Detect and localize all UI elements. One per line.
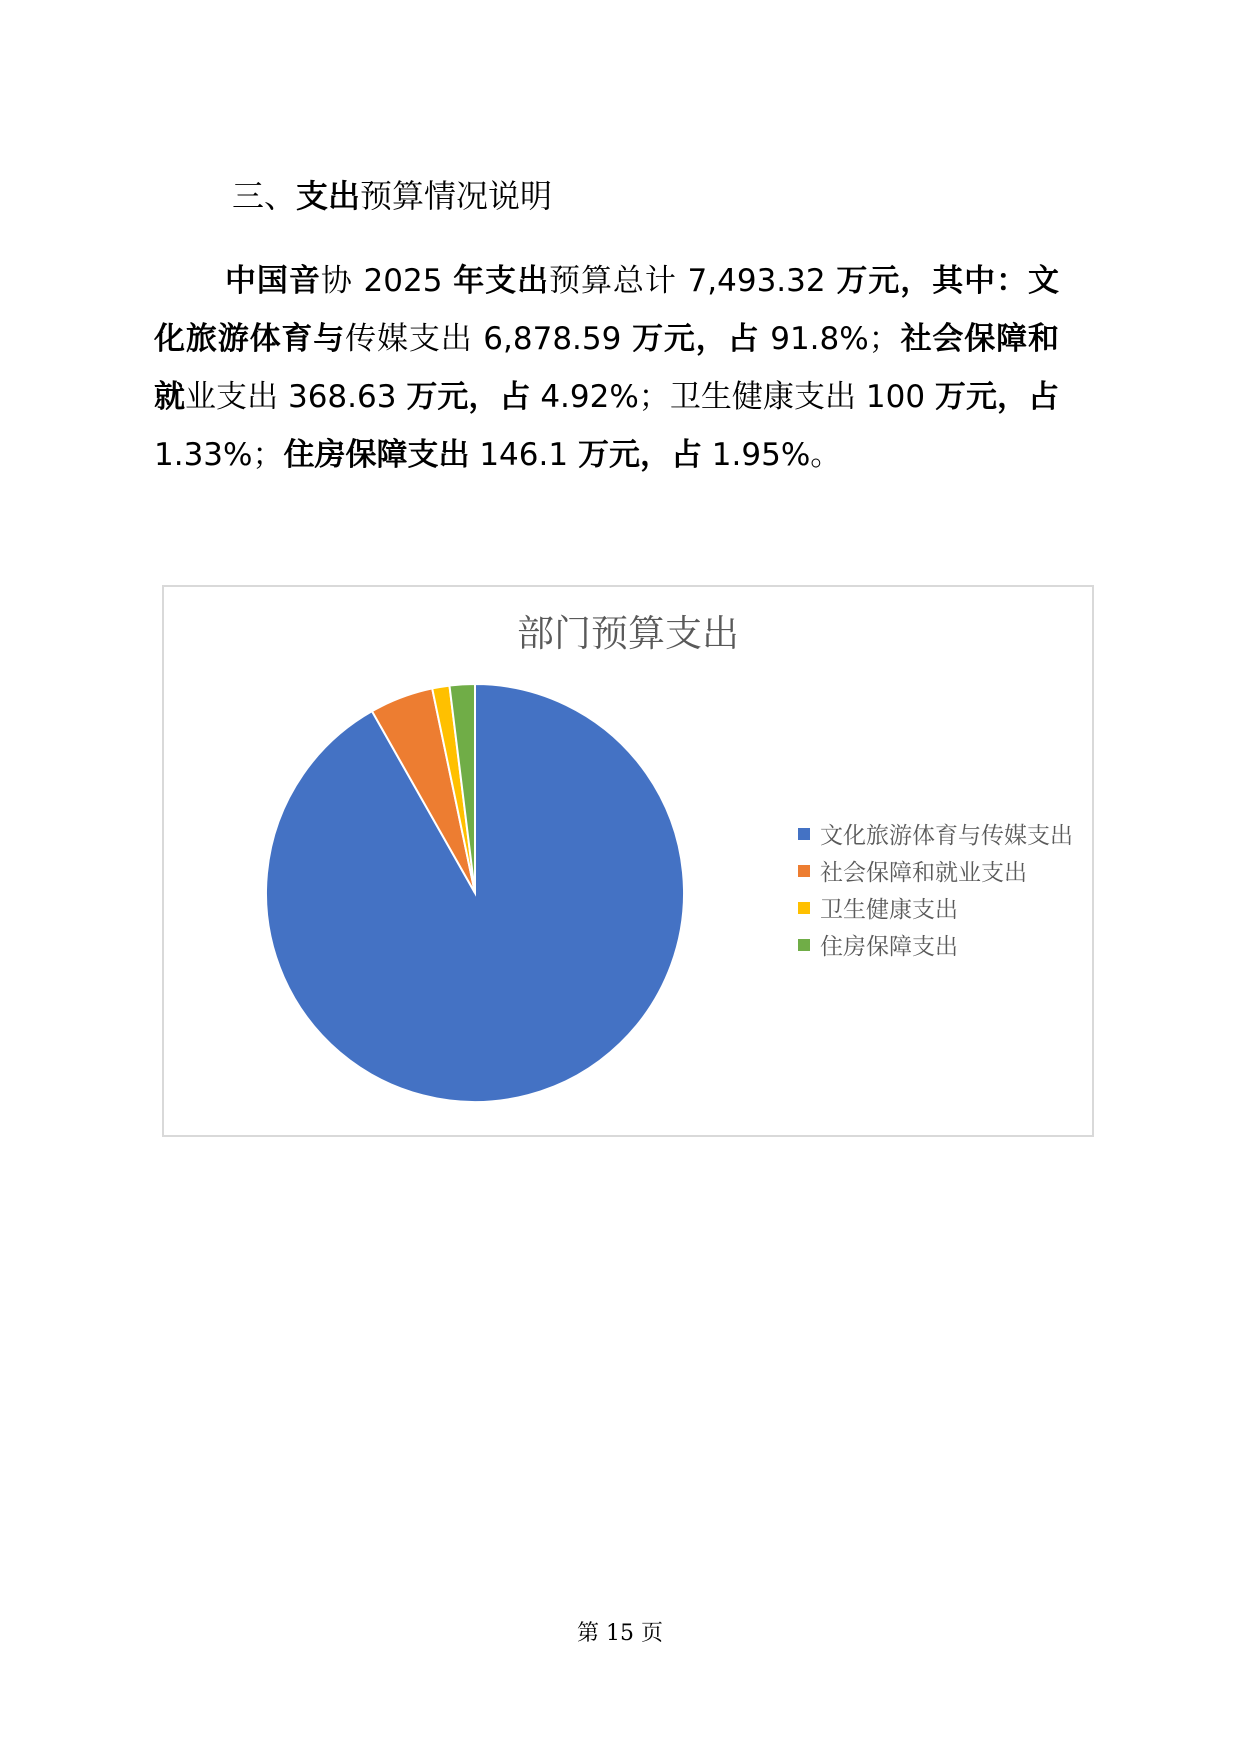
- paragraph-seg-13: 万元，占: [934, 379, 1059, 415]
- paragraph-seg-17: 万元，占: [577, 437, 702, 473]
- paragraph-seg-12: 4.92%；卫生健康支出 100: [530, 379, 935, 415]
- section-heading: [232, 172, 552, 220]
- paragraph-seg-15: 住房保障支出: [283, 437, 470, 473]
- paragraph-seg-1: 中国音: [225, 263, 321, 299]
- chart-title: 部门预算支出: [517, 612, 739, 655]
- legend-label: 文化旅游体育与传媒支出: [820, 823, 1073, 849]
- paragraph-seg-8: 91.8%；: [759, 321, 900, 357]
- legend-label: 住房保障支出: [820, 934, 958, 960]
- paragraph-seg-4: 预算总计 7,493.32: [549, 263, 837, 299]
- summary-paragraph: [154, 252, 1059, 484]
- paragraph-seg-5: 万元，其中：文化旅游体育与: [154, 263, 1060, 357]
- legend-item-3: [798, 889, 1073, 926]
- chart-legend: [798, 815, 1073, 963]
- paragraph-seg-14: 1.33%；: [154, 437, 284, 473]
- heading-number: 三、: [232, 177, 297, 215]
- legend-item-2: [798, 852, 1073, 889]
- paragraph-seg-2: 协 2025: [320, 263, 454, 299]
- legend-item-1: [798, 815, 1073, 852]
- paragraph-seg-3: 年支出: [453, 263, 550, 299]
- legend-swatch: [798, 902, 810, 914]
- legend-swatch: [798, 939, 810, 951]
- heading-normal-part: 预算情况说明: [360, 177, 553, 215]
- legend-label: 卫生健康支出: [820, 897, 958, 923]
- page-number: 第 15 页: [577, 1621, 663, 1646]
- paragraph-seg-18: 1.95%。: [701, 437, 842, 473]
- paragraph-seg-9: 社会保障和就: [154, 321, 1060, 415]
- paragraph-seg-6: 传媒支出 6,878.59: [345, 321, 633, 357]
- heading-bold-part: 支出: [296, 177, 361, 215]
- paragraph-seg-16: 146.1: [469, 437, 578, 473]
- legend-swatch: [798, 828, 810, 840]
- pie-chart: [162, 585, 1094, 1137]
- paragraph-seg-10: 业支出 368.63: [185, 379, 407, 415]
- legend-item-4: [798, 926, 1073, 963]
- paragraph-seg-7: 万元，占: [632, 321, 760, 357]
- legend-swatch: [798, 865, 810, 877]
- paragraph-seg-11: 万元，占: [406, 379, 531, 415]
- legend-label: 社会保障和就业支出: [820, 860, 1027, 886]
